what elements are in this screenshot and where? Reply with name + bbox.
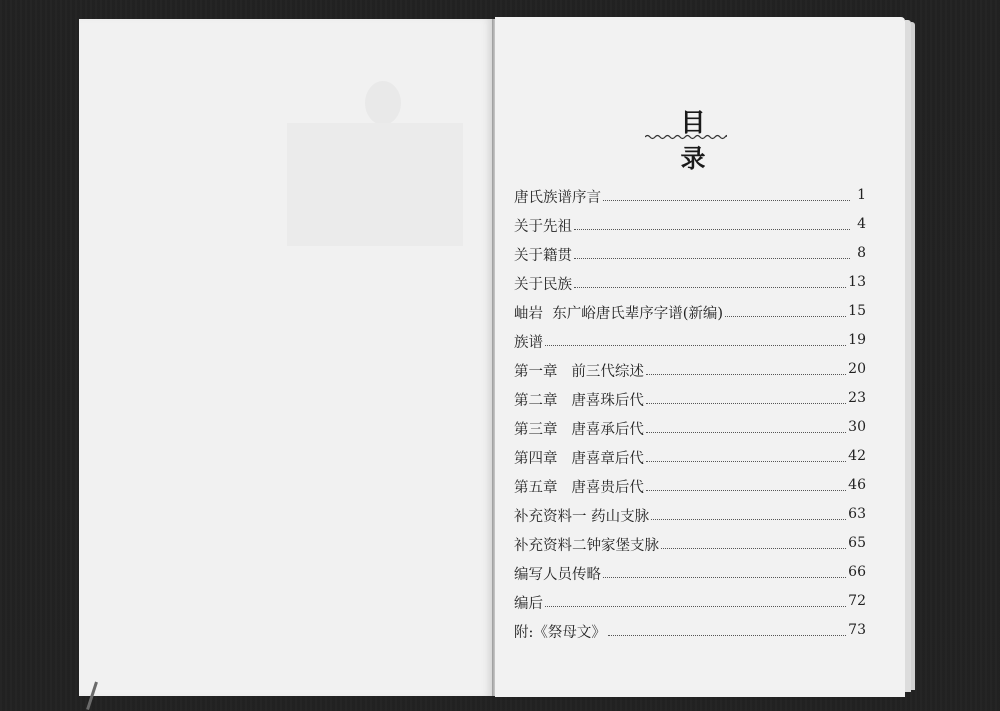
table-of-contents: [514, 178, 866, 642]
toc-entry[interactable]: [514, 323, 866, 352]
toc-entry-page: 72: [848, 593, 866, 609]
dot-leader: [545, 606, 846, 607]
toc-entry[interactable]: [514, 294, 866, 323]
toc-entry-label: 编写人员传略: [514, 567, 601, 583]
toc-entry-label: 补充资料一 药山支脉: [514, 509, 650, 525]
toc-entry[interactable]: [514, 439, 866, 468]
page-edge: [905, 20, 911, 692]
dot-leader: [651, 519, 846, 520]
portrait-body-shape: [287, 123, 463, 246]
toc-entry-label: 第五章 唐喜贵后代: [514, 480, 644, 496]
dot-leader: [661, 548, 846, 549]
toc-entry[interactable]: [514, 178, 866, 207]
dot-leader: [574, 258, 850, 259]
toc-entry[interactable]: [514, 381, 866, 410]
dot-leader: [646, 461, 846, 462]
dot-leader: [646, 432, 846, 433]
toc-entry[interactable]: [514, 526, 866, 555]
toc-entry-page: 1: [857, 187, 866, 203]
toc-entry[interactable]: [514, 207, 866, 236]
toc-entry-label: 关于籍贯: [514, 248, 572, 264]
toc-entry-label: 第一章 前三代综述: [514, 364, 644, 380]
dot-leader: [603, 200, 850, 201]
dot-leader: [646, 374, 846, 375]
toc-entry-page: 30: [848, 419, 866, 435]
toc-entry-page: 66: [848, 564, 866, 580]
toc-entry-page: 13: [848, 274, 866, 290]
toc-title: 目 录: [680, 108, 759, 173]
wavy-underline: [645, 134, 727, 140]
toc-entry-page: 8: [857, 245, 866, 261]
toc-entry-label: 岫岩 东广峪唐氏辈序字谱(新编): [514, 306, 724, 322]
toc-entry[interactable]: [514, 236, 866, 265]
dot-leader: [646, 490, 846, 491]
toc-entry-page: 19: [848, 332, 866, 348]
left-page: [79, 19, 493, 696]
toc-entry-label: 第二章 唐喜珠后代: [514, 393, 644, 409]
toc-entry-label: 关于先祖: [514, 219, 572, 235]
toc-entry-label: 关于民族: [514, 277, 572, 293]
toc-entry-page: 4: [857, 216, 866, 232]
dot-leader: [603, 577, 846, 578]
toc-entry-label: 第四章 唐喜章后代: [514, 451, 644, 467]
toc-entry-page: 15: [848, 303, 866, 319]
dot-leader: [574, 287, 846, 288]
dot-leader: [725, 316, 846, 317]
toc-entry[interactable]: [514, 265, 866, 294]
toc-entry-page: 46: [848, 477, 866, 493]
toc-entry-label: 补充资料二钟家堡支脉: [514, 538, 659, 554]
toc-entry[interactable]: [514, 468, 866, 497]
toc-entry[interactable]: [514, 555, 866, 584]
toc-entry[interactable]: [514, 497, 866, 526]
toc-entry-label: 附:《祭母文》: [514, 625, 606, 641]
toc-entry-page: 42: [848, 448, 866, 464]
faded-portrait-photo: [287, 81, 463, 246]
toc-entry-page: 20: [848, 361, 866, 377]
toc-entry-page: 65: [848, 535, 866, 551]
toc-entry[interactable]: [514, 410, 866, 439]
toc-entry-page: 63: [848, 506, 866, 522]
dot-leader: [545, 345, 846, 346]
toc-entry-label: 编后: [514, 596, 543, 612]
dot-leader: [608, 635, 846, 636]
toc-entry-label: 族谱: [514, 335, 543, 351]
toc-entry[interactable]: [514, 352, 866, 381]
toc-entry-label: 第三章 唐喜承后代: [514, 422, 644, 438]
toc-entry[interactable]: [514, 584, 866, 613]
toc-entry-label: 唐氏族谱序言: [514, 190, 601, 206]
dot-leader: [574, 229, 850, 230]
page-edge: [911, 22, 915, 690]
toc-entry-page: 23: [848, 390, 866, 406]
dot-leader: [646, 403, 846, 404]
toc-entry[interactable]: [514, 613, 866, 642]
toc-entry-page: 73: [848, 622, 866, 638]
portrait-head-shape: [365, 81, 401, 125]
